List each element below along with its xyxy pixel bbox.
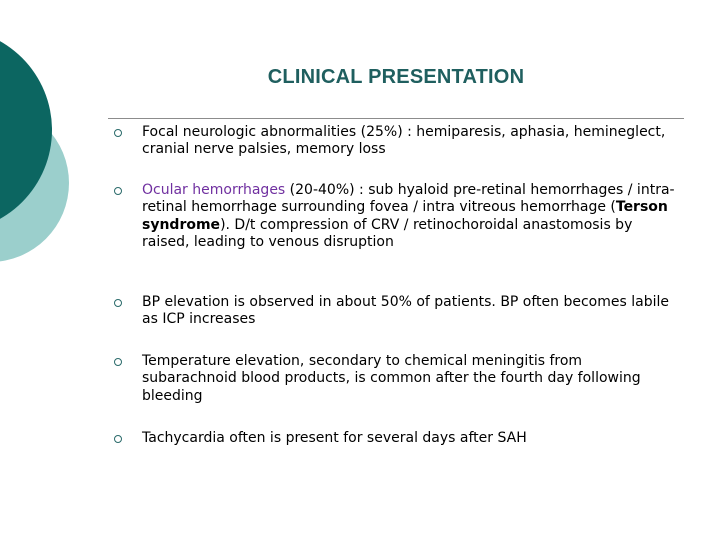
hollow-circle-bullet-icon [114, 358, 122, 366]
bullet-text-part: ). D/t compression of CRV / retinochoroidal anastomosis by raised, leading to venous disruption [142, 216, 633, 251]
hollow-circle-bullet-icon [114, 187, 122, 195]
highlighted-term: Ocular hemorrhages [142, 182, 286, 198]
bold-term: Terson syndrome [142, 199, 668, 233]
bullet-text-part: (20-40%) : sub hyaloid pre-retinal hemorrhages / intra-retinal hemorrhage surrounding fovea / intra vitreous hemorrhage ( [142, 182, 675, 216]
bullet-text: Tachycardia often is present for several days after SAH [142, 430, 527, 446]
bullet-text [142, 182, 678, 252]
bullet-text: Focal neurologic abnormalities (25%) : hemiparesis, aphasia, hemineglect, cranial nerve palsies, memory loss [142, 124, 666, 158]
bullet-text: BP elevation is observed in about 50% of patients. BP often becomes labile as ICP increases [142, 294, 669, 328]
hollow-circle-bullet-icon [114, 299, 122, 307]
title-divider [108, 118, 684, 119]
hollow-circle-bullet-icon [114, 129, 122, 137]
bullet-text: Temperature elevation, secondary to chemical meningitis from subarachnoid blood products, is common after the fourth day following bleeding [142, 353, 641, 404]
hollow-circle-bullet-icon [114, 435, 122, 443]
slide-title: CLINICAL PRESENTATION [267, 66, 525, 88]
decorative-circles [0, 0, 100, 300]
